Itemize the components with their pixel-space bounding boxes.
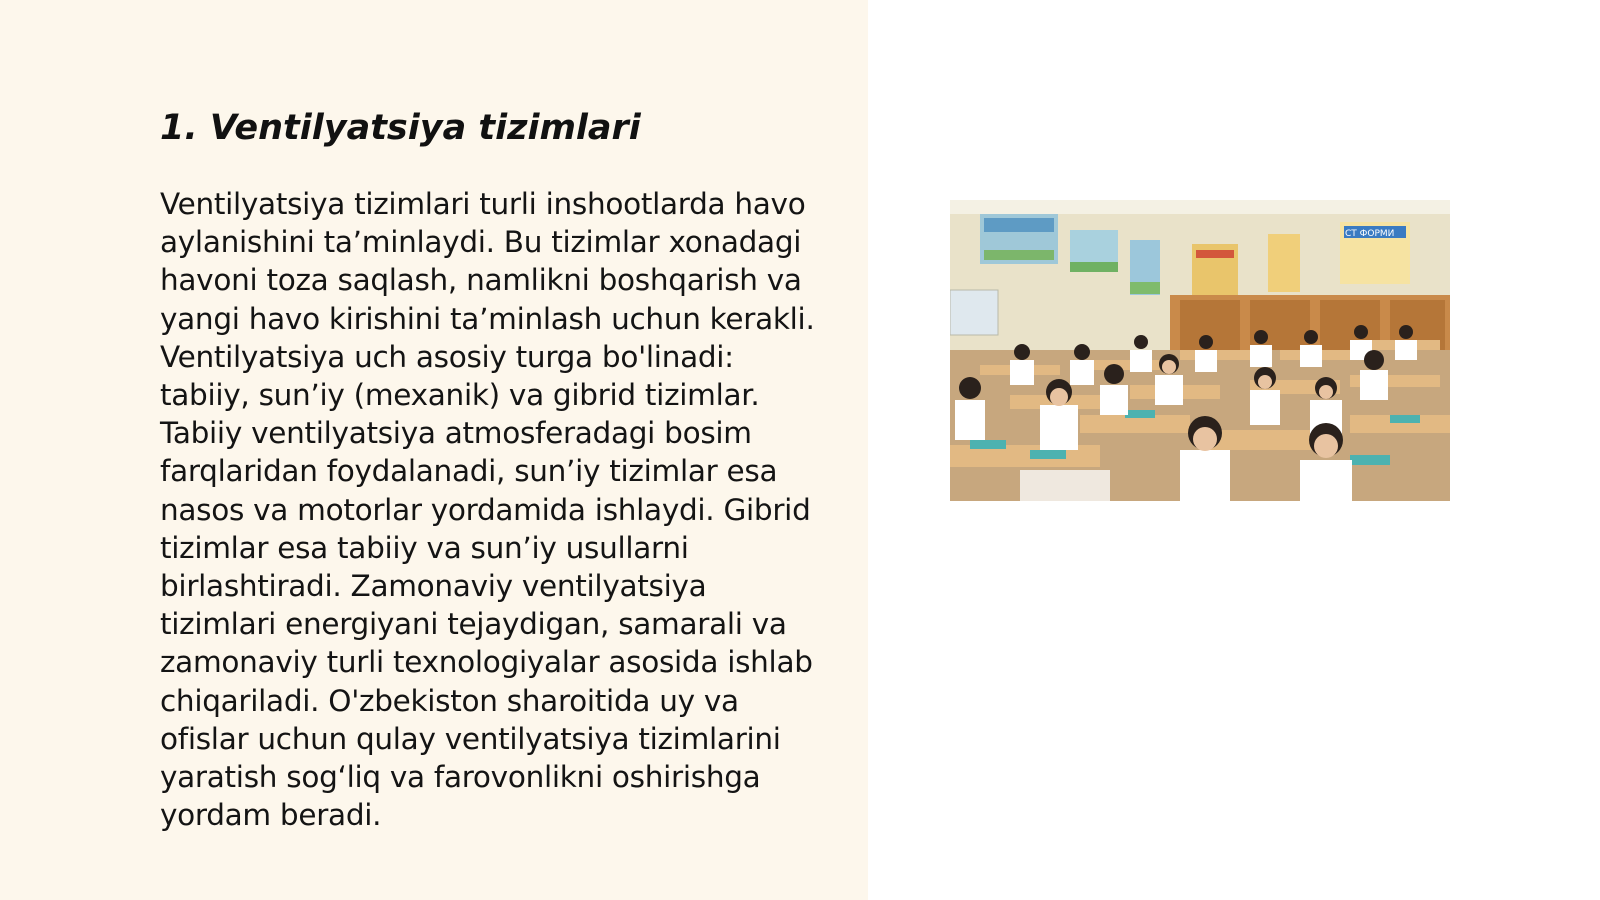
body-line: Ventilyatsiya tizimlari turli inshootlarda havo xyxy=(160,187,806,221)
body-line: tizimlari energiyani tejaydigan, samarali va xyxy=(160,607,787,642)
slide-heading: 1. Ventilyatsiya tizimlari xyxy=(160,108,641,148)
classroom-photo xyxy=(950,200,1450,501)
body-line: aylanishini ta’minlaydi. Bu tizimlar xonadagi xyxy=(160,225,802,260)
body-line: birlashtiradi. Zamonaviy ventilyatsiya xyxy=(160,569,707,604)
body-line: Ventilyatsiya uch asosiy turga bo'linadi: xyxy=(160,339,734,374)
body-line: tizimlar esa tabiiy va sun’iy usullarni xyxy=(160,530,689,565)
body-line: farqlaridan foydalanadi, sun’iy tizimlar esa xyxy=(160,454,778,489)
slide-body-text xyxy=(160,185,840,834)
body-line: yaratish sog‘liq va farovonlikni oshirishga xyxy=(160,760,761,795)
body-line: Tabiiy ventilyatsiya atmosferadagi bosim xyxy=(160,416,752,451)
body-line: yordam beradi. xyxy=(160,798,382,833)
poster-label: СТ ФОРМИ xyxy=(1345,229,1395,239)
body-line: yangi havo kirishini ta’minlash uchun kerakli. xyxy=(160,301,815,336)
body-line: havoni toza saqlash, namlikni boshqarish va xyxy=(160,263,802,298)
body-line: nasos va motorlar yordamida ishlaydi. Gibrid xyxy=(160,492,811,527)
body-line: tabiiy, sun’iy (mexanik) va gibrid tizimlar. xyxy=(160,378,760,413)
body-line: ofislar uchun qulay ventilyatsiya tizimlarini xyxy=(160,721,781,756)
classroom-illustration xyxy=(950,200,1450,501)
body-line: zamonaviy turli texnologiyalar asosida ishlab xyxy=(160,645,813,680)
body-line: chiqariladi. O'zbekiston sharoitida uy va xyxy=(160,683,739,718)
